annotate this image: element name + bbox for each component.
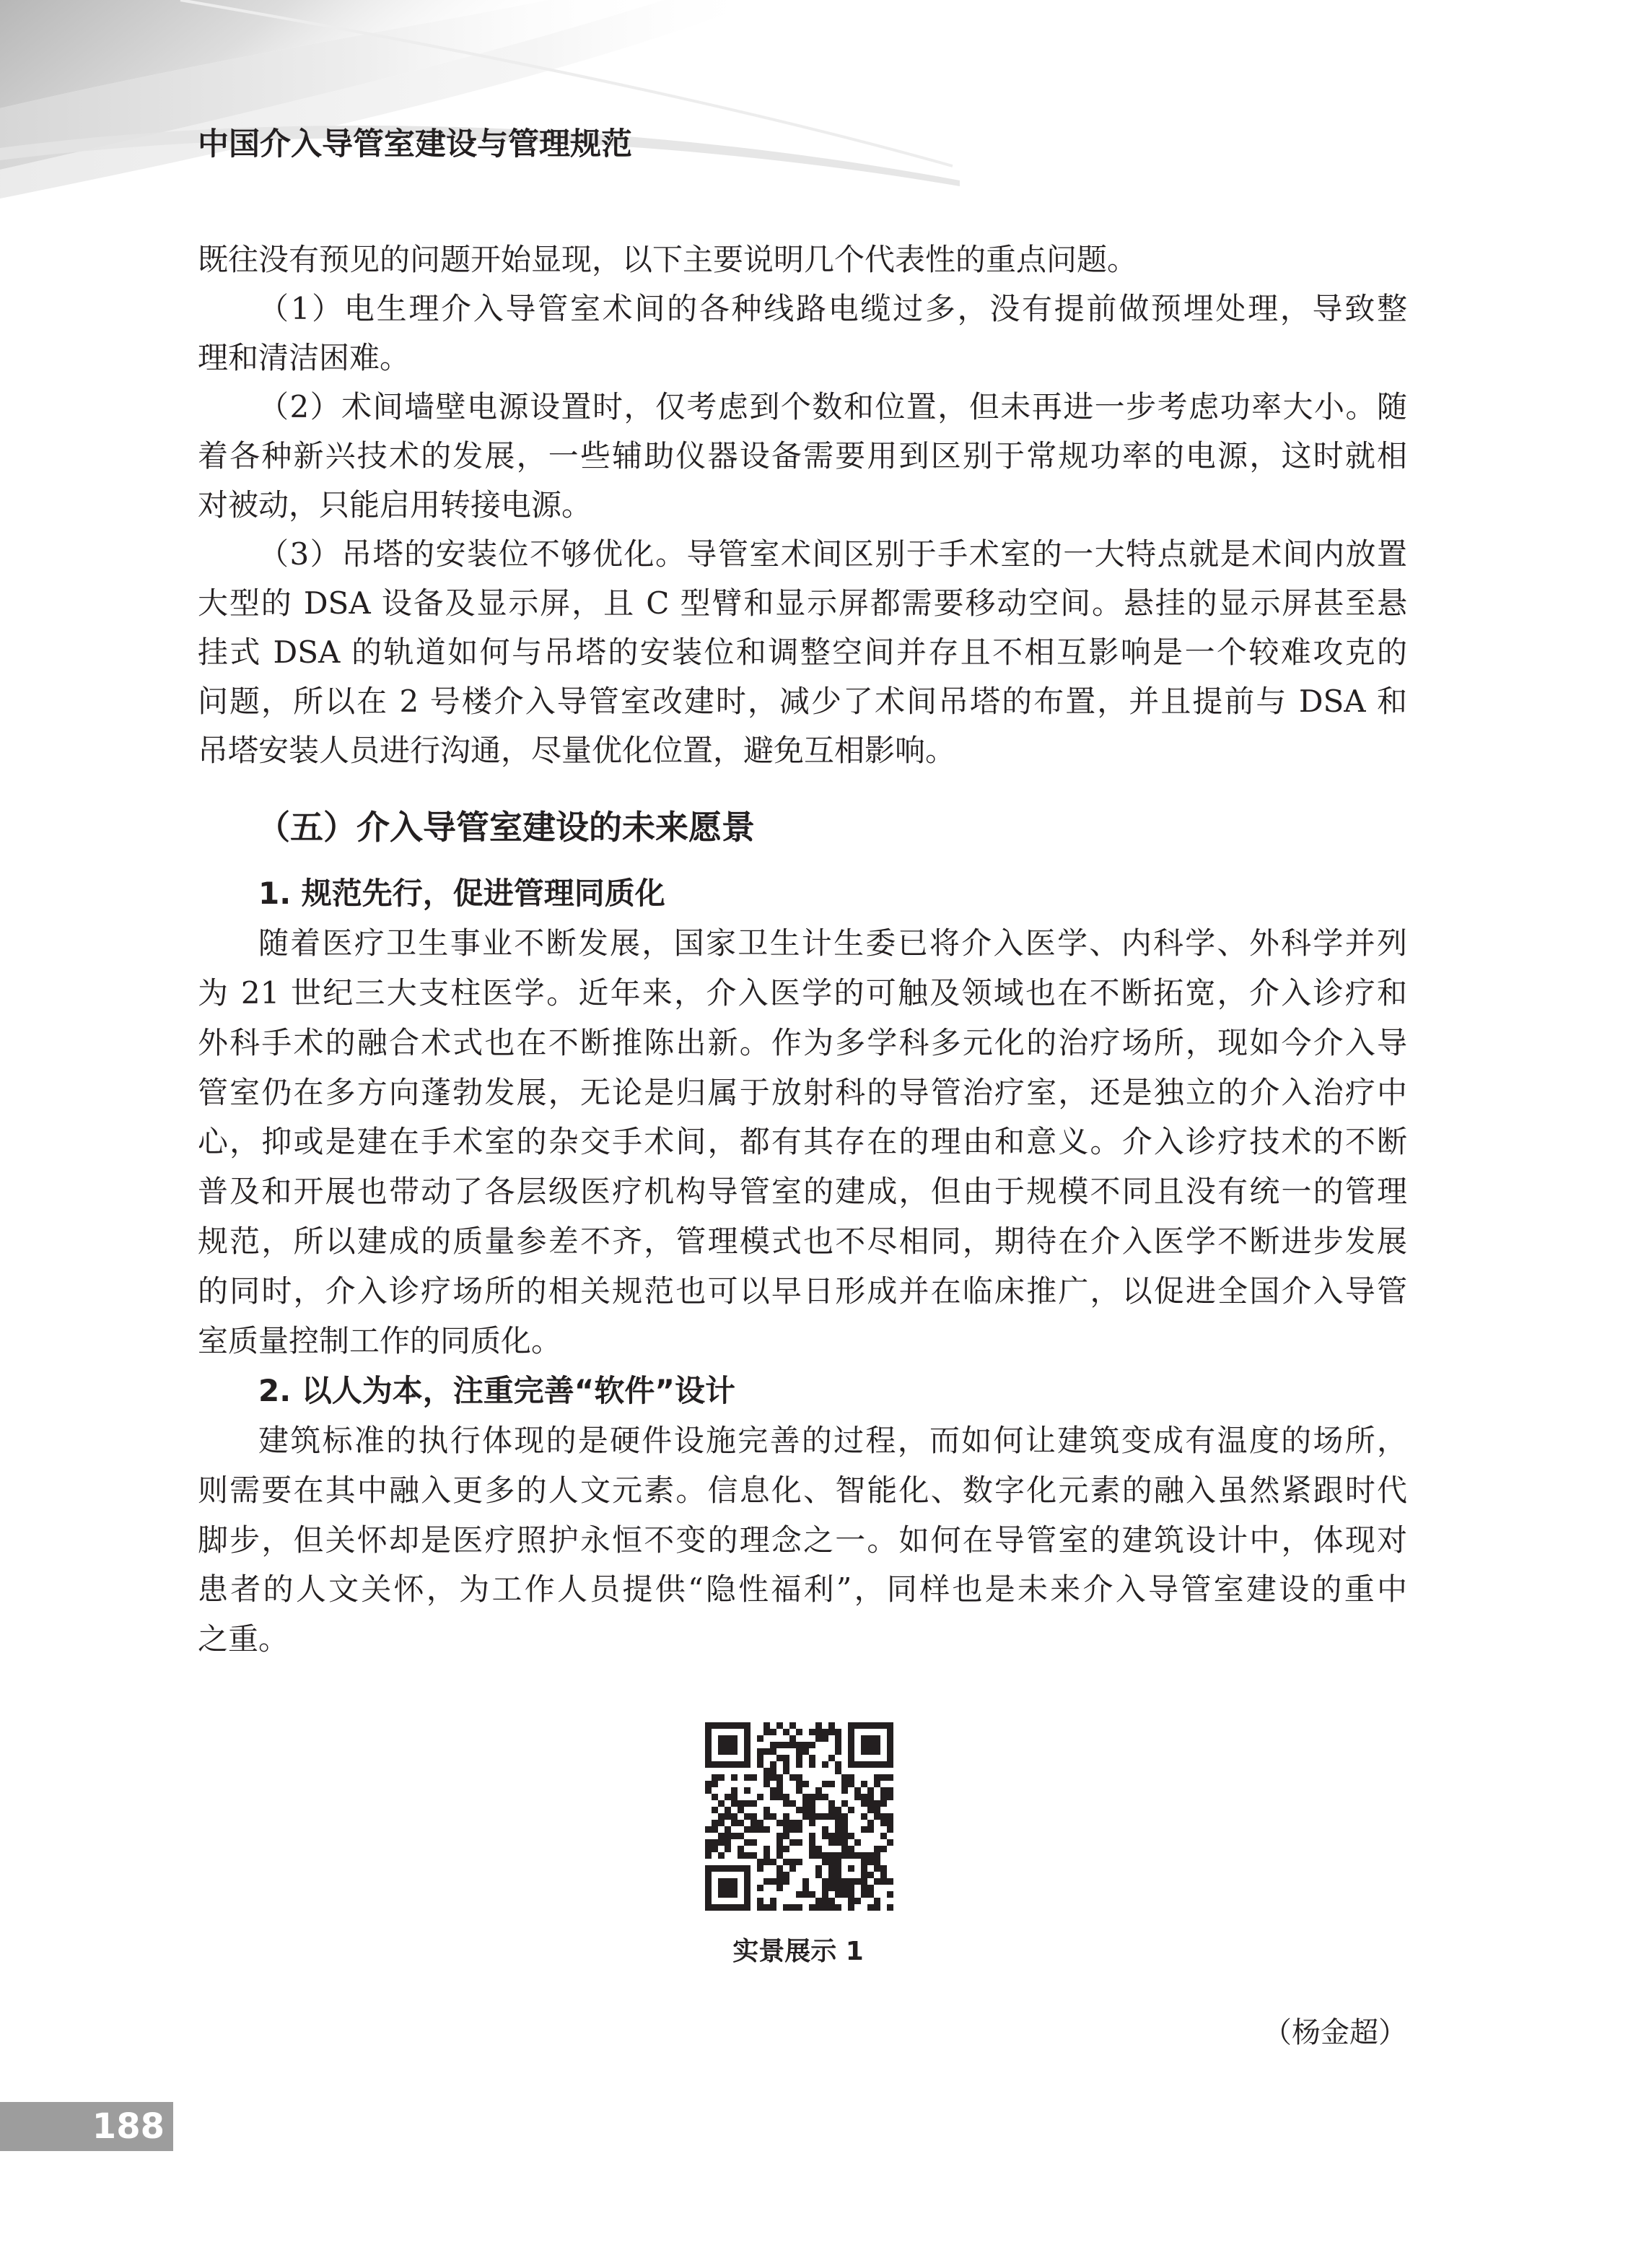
text-line: 普及和开展也带动了各层级医疗机构导管室的建成，但由于规模不同且没有统一的管理 (198, 1174, 1407, 1210)
running-head-title: 中国介入导管室建设与管理规范 (198, 126, 632, 162)
text-line: 理和清洁困难。 (198, 340, 411, 375)
page-number: 188 (92, 2106, 165, 2147)
text-line: 患者的人文关怀，为工作人员提供“隐性福利”，同样也是未来介入导管室建设的重中 (198, 1571, 1407, 1608)
text-line: 对被动，只能启用转接电源。 (198, 487, 592, 523)
text-line: 大型的 DSA 设备及显示屏，且 C 型臂和显示屏都需要移动空间。悬挂的显示屏甚至悬 (198, 585, 1407, 621)
text-line: 之重。 (198, 1621, 289, 1657)
subsection-heading: 2. 以人为本，注重完善“软件”设计 (258, 1372, 736, 1408)
paragraph (198, 1416, 1407, 1665)
text-line: 吊塔安装人员进行沟通，尽量优化位置，避免互相影响。 (198, 733, 956, 768)
subsection (198, 869, 1407, 1366)
text-line: 管室仍在多方向蓬勃发展，无论是归属于放射科的导管治疗室，还是独立的介入治疗中 (198, 1074, 1407, 1110)
text-line: 脚步，但关怀却是医疗照护永恒不变的理念之一。如何在导管室的建筑设计中，体现对 (198, 1522, 1407, 1558)
text-line: （2）术间墙壁电源设置时，仅考虑到个数和位置，但未再进一步考虑功率大小。随 (258, 389, 1407, 424)
qr-code[interactable] (705, 1722, 893, 1911)
subsection-body (198, 919, 1407, 1366)
text-line: 心，抑或是建在手术室的杂交手术间，都有其存在的理由和意义。介入诊疗技术的不断 (198, 1124, 1407, 1160)
page-number-box (0, 2102, 173, 2151)
author-credit: （杨金超） (1263, 2016, 1407, 2049)
text-line: 为 21 世纪三大支柱医学。近年来，介入医学的可触及领域也在不断拓宽，介入诊疗和 (198, 974, 1407, 1011)
text-line: （3）吊塔的安装位不够优化。导管室术间区别于手术室的一大特点就是术间内放置 (258, 536, 1407, 572)
header-swoosh (0, 0, 1010, 217)
subsections (198, 869, 1407, 1665)
paragraph (198, 530, 1407, 775)
subsection (198, 1366, 1407, 1665)
qr-code-modules (705, 1722, 893, 1911)
paragraph (198, 383, 1407, 530)
subsection-heading: 1. 规范先行，促进管理同质化 (258, 876, 665, 911)
text-line: 既往没有预见的问题开始显现，以下主要说明几个代表性的重点问题。 (198, 242, 1138, 277)
text-line: 随着医疗卫生事业不断发展，国家卫生计生委已将介入医学、内科学、外科学并列 (258, 925, 1407, 961)
section-heading: （五）介入导管室建设的未来愿景 (257, 808, 755, 847)
text-line: 外科手术的融合术式也在不断推陈出新。作为多学科多元化的治疗场所，现如今介入导 (198, 1024, 1407, 1060)
text-line: 的同时，介入诊疗场所的相关规范也可以早日形成并在临床推广，以促进全国介入导管 (198, 1273, 1407, 1309)
text-line: 着各种新兴技术的发展，一些辅助仪器设备需要用到区别于常规功率的电源，这时就相 (198, 438, 1407, 474)
paragraph (198, 235, 1407, 284)
intro-paragraphs (198, 235, 1407, 775)
text-line: 建筑标准的执行体现的是硬件设施完善的过程，而如何让建筑变成有温度的场所， (258, 1422, 1407, 1458)
text-line: （1）电生理介入导管室术间的各种线路电缆过多，没有提前做预埋处理，导致整 (258, 291, 1407, 326)
figure-caption: 实景展示 1 (732, 1937, 864, 1966)
text-line: 问题，所以在 2 号楼介入导管室改建时，减少了术间吊塔的布置，并且提前与 DSA 和 (198, 684, 1407, 719)
text-line: 室质量控制工作的同质化。 (198, 1323, 562, 1359)
paragraph (198, 284, 1407, 383)
subsection-body (198, 1416, 1407, 1665)
text-line: 挂式 DSA 的轨道如何与吊塔的安装位和调整空间并存且不相互影响是一个较难攻克的 (198, 634, 1407, 670)
text-line: 规范，所以建成的质量参差不齐，管理模式也不尽相同，期待在介入医学不断进步发展 (198, 1224, 1407, 1260)
text-line: 则需要在其中融入更多的人文元素。信息化、智能化、数字化元素的融入虽然紧跟时代 (198, 1472, 1407, 1508)
paragraph (198, 919, 1407, 1366)
